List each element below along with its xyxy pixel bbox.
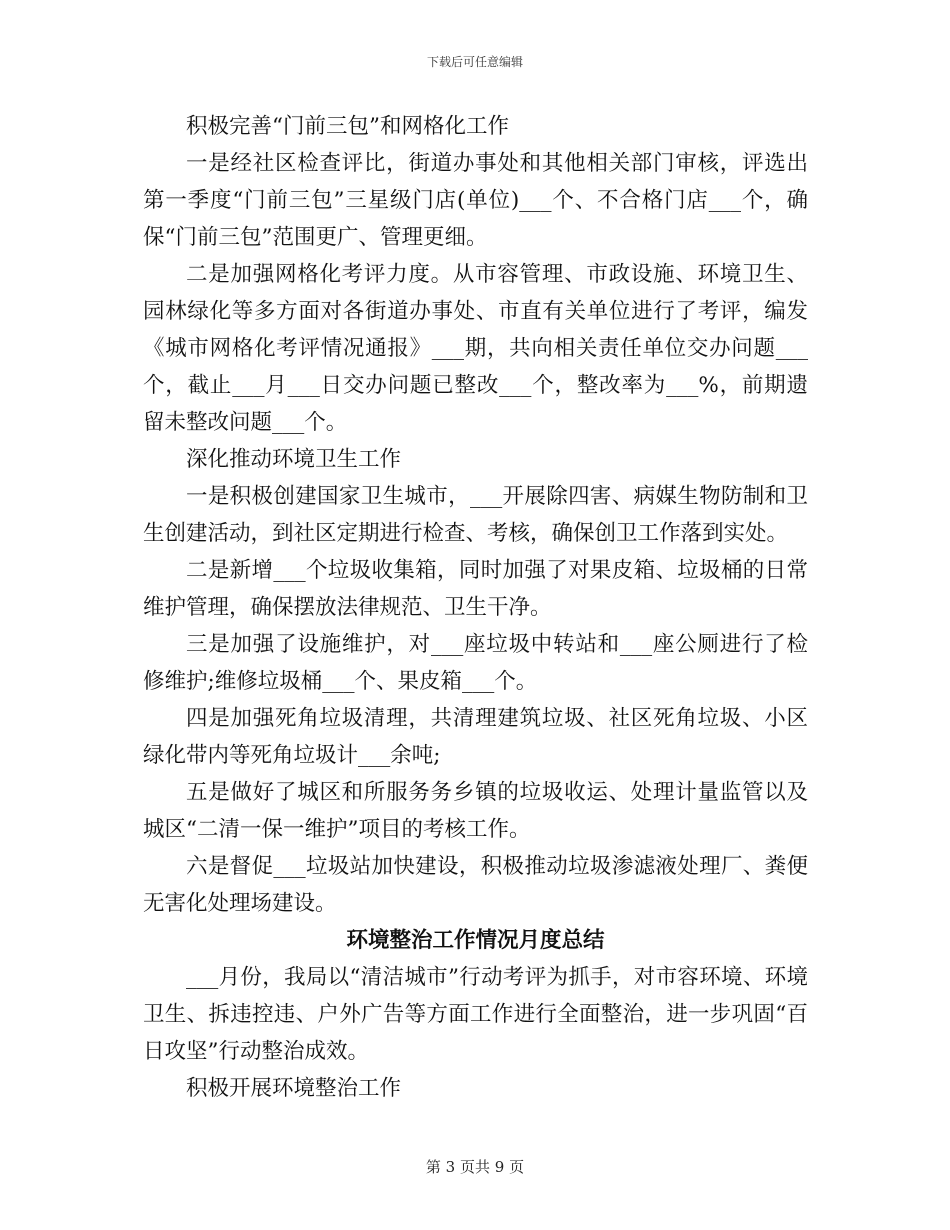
- section-heading: 深化推动环境卫生工作: [186, 447, 402, 472]
- paragraph: 三是加强了设施维护，对___座垃圾中转站和___座公厕进行了检修维护;维修垃圾桶___个、果皮箱___个。: [143, 632, 808, 694]
- document-body: [143, 108, 808, 1107]
- paragraph: 五是做好了城区和所服务务乡镇的垃圾收运、处理计量监管以及城区“二清一保一维护”项目的考核工作。: [143, 780, 808, 842]
- paragraph: 二是加强网格化考评力度。从市容管理、市政设施、环境卫生、园林绿化等多方面对各街道办事处、市直有关单位进行了考评，编发《城市网格化考评情况通报》___期，共向相关责任单位交办问题___个，截止___月___日交办问题已整改___个，整改率为___%，前期遗留未整改问题___个。: [143, 262, 808, 435]
- paragraph: ___月份，我局以“清洁城市”行动考评为抓手，对市容环境、环境卫生、拆违控违、户外广告等方面工作进行全面整治，进一步巩固“百日攻坚”行动整治成效。: [143, 965, 808, 1064]
- paragraph: 一是积极创建国家卫生城市，___开展除四害、病媒生物防制和卫生创建活动，到社区定期进行检查、考核，确保创卫工作落到实处。: [143, 484, 808, 546]
- paragraph: 六是督促___垃圾站加快建设，积极推动垃圾渗滤液处理厂、粪便无害化处理场建设。: [143, 854, 808, 916]
- paragraph: 四是加强死角垃圾清理，共清理建筑垃圾、社区死角垃圾、小区绿化带内等死角垃圾计___余吨;: [143, 706, 808, 768]
- page-header: 下载后可任意编辑: [426, 55, 523, 69]
- paragraph: 二是新增___个垃圾收集箱，同时加强了对果皮箱、垃圾桶的日常维护管理，确保摆放法律规范、卫生干净。: [143, 558, 808, 620]
- paragraph: 一是经社区检查评比，街道办事处和其他相关部门审核，评选出第一季度“门前三包”三星级门店(单位)___个、不合格门店___个，确保“门前三包”范围更广、管理更细。: [143, 151, 808, 250]
- section-heading: 积极开展环境整治工作: [186, 1076, 402, 1101]
- document-title: 环境整治工作情况月度总结: [346, 928, 605, 953]
- page-footer: 第 3 页共 9 页: [425, 1158, 525, 1176]
- section-heading: 积极完善“门前三包”和网格化工作: [186, 114, 509, 139]
